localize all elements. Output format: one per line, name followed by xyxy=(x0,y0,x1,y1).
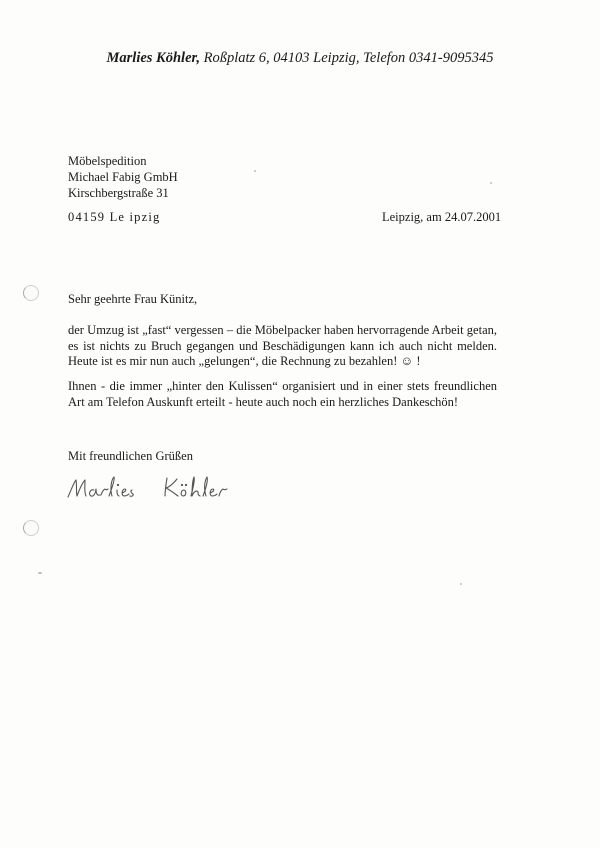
letterhead xyxy=(0,50,600,67)
recipient-line-street: Kirschbergstraße 31 xyxy=(68,186,169,200)
body-paragraph-2: Ihnen - die immer „hinter den Kulissen“ organisiert und in einer stets freundlichen Art am Telefon Auskunft erteilt - heute auch noch ein herzliches Dankeschön! xyxy=(68,379,497,409)
paper-speck xyxy=(490,182,492,184)
punch-hole-top xyxy=(23,285,39,301)
paper-speck xyxy=(38,572,42,574)
salutation: Sehr geehrte Frau Künitz, xyxy=(68,292,198,306)
paper-speck xyxy=(254,170,256,172)
handwritten-signature xyxy=(64,470,249,510)
sender-address: Roßplatz 6, 04103 Leipzig, Telefon 0341-9095345 xyxy=(203,50,494,66)
punch-hole-bottom xyxy=(23,520,39,536)
recipient-address xyxy=(68,153,178,201)
letter-date: Leipzig, am 24.07.2001 xyxy=(382,210,502,224)
paper-speck xyxy=(460,583,462,585)
recipient-line-company-type: Möbelspedition xyxy=(68,154,147,168)
recipient-city: 04159 Le ipzig xyxy=(68,210,161,224)
sender-name: Marlies Köhler, xyxy=(106,50,200,66)
closing: Mit freundlichen Grüßen xyxy=(68,449,193,463)
recipient-line-company: Michael Fabig GmbH xyxy=(68,170,178,184)
body-paragraph-1: der Umzug ist „fast“ vergessen – die Möbelpacker haben hervorragende Arbeit getan, es ist nichts zu Bruch gegangen und Beschädigungen kann ich auch nicht melden. Heute ist es mir nun auch „gelungen“, die Rechnung zu bezahlen! ☺ ! xyxy=(68,323,497,368)
